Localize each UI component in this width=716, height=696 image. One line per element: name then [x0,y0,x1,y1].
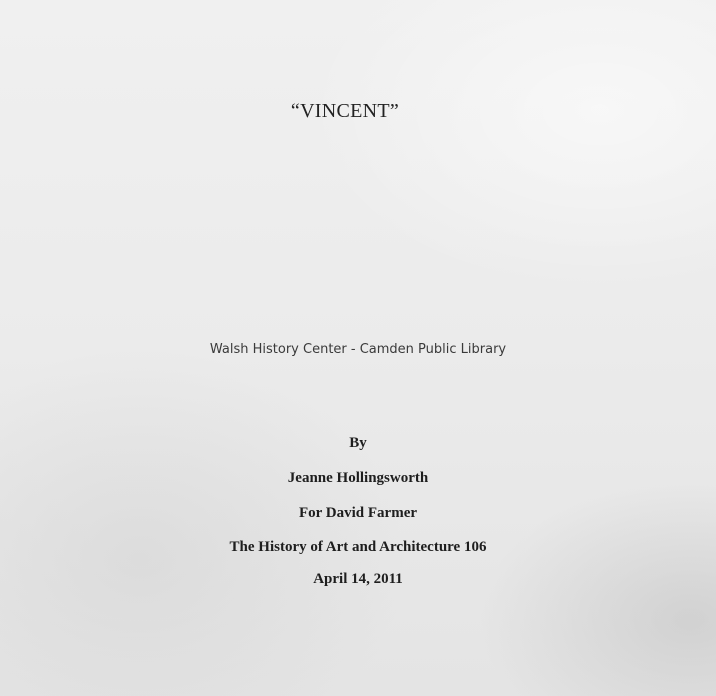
byline-by: By [349,435,367,451]
author-name: Jeanne Hollingsworth [287,470,429,486]
submission-date: April 14, 2011 [313,571,403,587]
library-watermark: Walsh History Center - Camden Public Library [209,342,507,357]
page-title: “VINCENT” [290,100,400,122]
course-title: The History of Art and Architecture 106 [229,539,487,555]
prepared-for: For David Farmer [298,505,418,521]
